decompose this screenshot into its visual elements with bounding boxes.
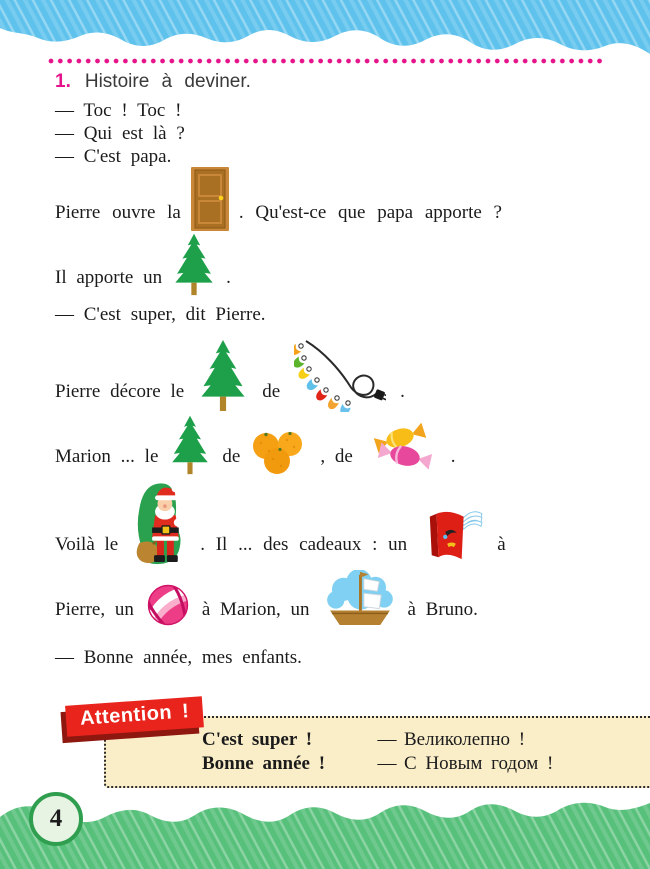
story-text: . xyxy=(226,267,231,289)
tangerines-icon xyxy=(251,431,309,475)
story-text: . xyxy=(450,446,456,468)
attention-label: Attention ! xyxy=(65,696,204,737)
dialogue-line: — Toc ! Toc ! xyxy=(55,100,182,121)
ball-icon xyxy=(147,584,189,626)
story-line-voila xyxy=(55,482,506,567)
story-text: . Il ... des cadeaux : un xyxy=(200,534,408,556)
attention-phrase-fr: Bonne année ! xyxy=(202,753,326,774)
story-text: de xyxy=(222,446,241,468)
santa-claus-icon xyxy=(131,482,187,567)
story-line-door xyxy=(55,167,502,231)
green-paint-band xyxy=(0,799,650,869)
story-line-decore xyxy=(55,338,405,412)
christmas-tree-icon xyxy=(172,232,216,296)
exercise-heading xyxy=(55,71,251,93)
story-text: , de xyxy=(320,446,353,468)
attention-dash: — xyxy=(377,729,397,750)
page-number-badge xyxy=(29,792,83,846)
story-text: . Qu'est-ce que papa apporte ? xyxy=(238,202,502,224)
magenta-dotted-rule xyxy=(48,58,602,64)
attention-phrase-fr: C'est super ! xyxy=(202,729,313,750)
story-line-marion xyxy=(55,414,456,475)
blue-paint-band xyxy=(0,0,650,58)
book-icon xyxy=(420,507,484,563)
exercise-number: 1. xyxy=(55,71,71,92)
story-text: de xyxy=(262,381,281,403)
story-text: Pierre ouvre la xyxy=(55,202,181,224)
dialogue-line: — C'est papa. xyxy=(55,146,172,167)
story-line-gifts xyxy=(55,570,478,626)
christmas-tree-icon xyxy=(169,414,211,475)
dialogue-line: — Qui est là ? xyxy=(55,123,185,144)
candies-icon xyxy=(364,423,440,473)
story-text: à xyxy=(497,534,506,556)
light-garland-icon xyxy=(294,336,386,412)
story-text: Marion ... le xyxy=(55,446,159,468)
attention-phrase-ru: Великолепно ! xyxy=(404,729,526,750)
story-text: Voilà le xyxy=(55,534,119,556)
story-text: Pierre décore le xyxy=(55,381,185,403)
story-text: Pierre, un xyxy=(55,599,134,621)
story-text: Il apporte un xyxy=(55,267,163,289)
story-text: . xyxy=(400,381,405,403)
exercise-title: Histoire à deviner. xyxy=(84,71,251,92)
sailboat-icon xyxy=(323,570,395,626)
attention-dash: — xyxy=(377,753,397,774)
story-text: — C'est super, dit Pierre. xyxy=(55,304,266,325)
page-number: 4 xyxy=(49,805,63,832)
door-icon xyxy=(191,167,229,231)
christmas-tree-icon xyxy=(198,338,248,412)
attention-phrase-ru: С Новым годом ! xyxy=(404,753,554,774)
story-text: à Marion, un xyxy=(201,599,310,621)
story-text: à Bruno. xyxy=(407,599,478,621)
story-line-tree xyxy=(55,232,231,296)
story-text: — Bonne année, mes enfants. xyxy=(55,647,302,668)
